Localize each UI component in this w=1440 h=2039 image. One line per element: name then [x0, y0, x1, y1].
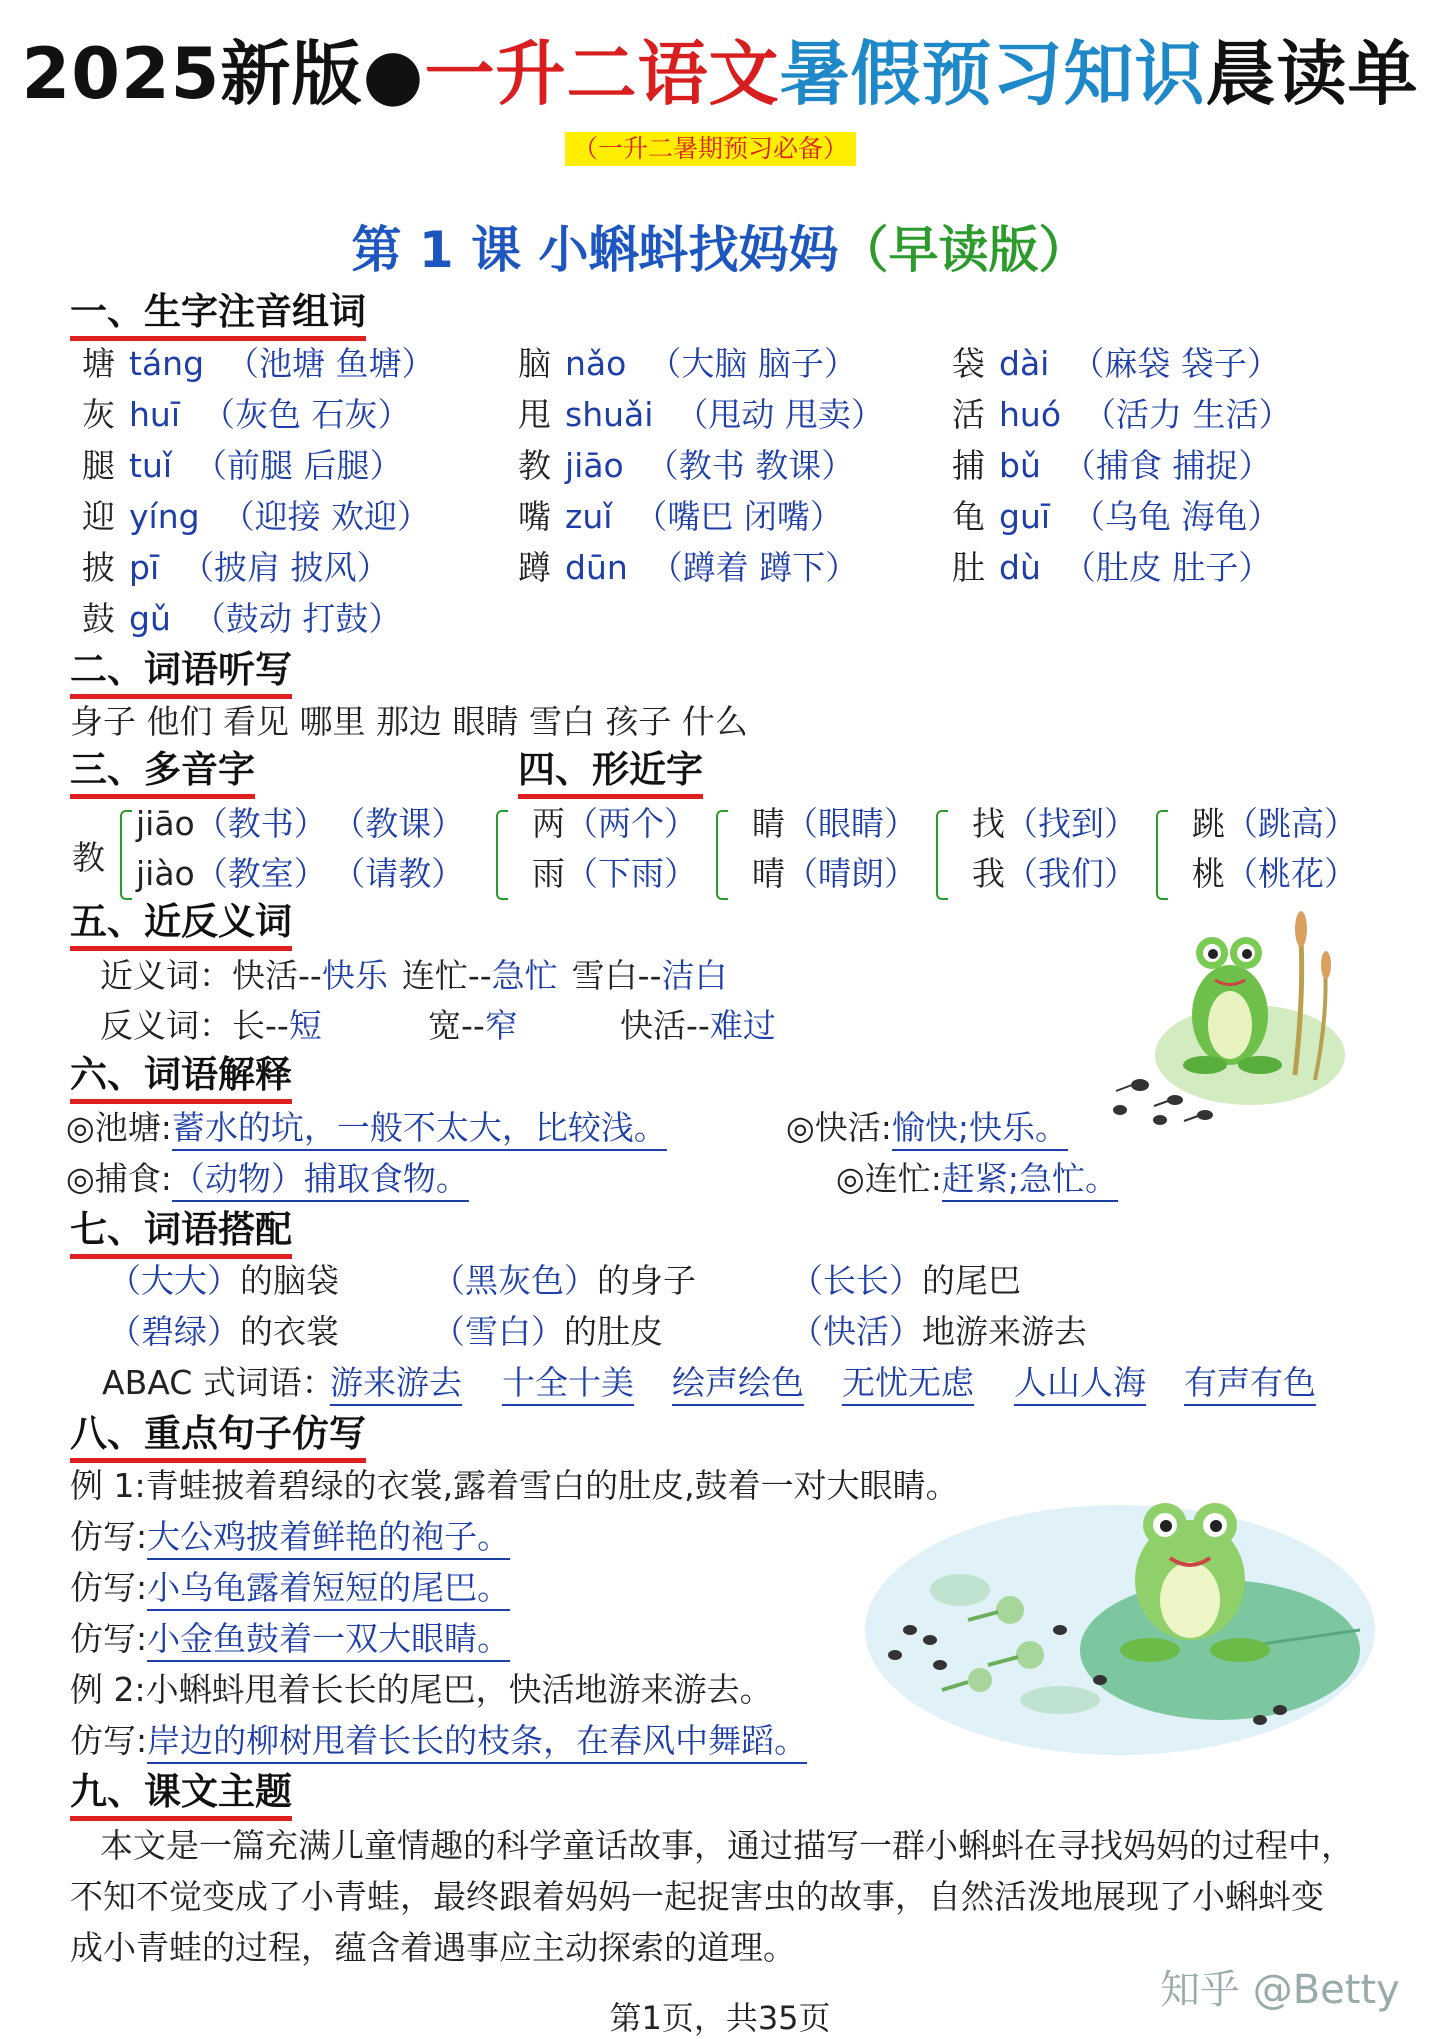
char-words: （池塘 鱼塘）: [226, 344, 435, 383]
subtitle-badge: （一升二暑期预习必备）: [565, 132, 856, 166]
char-words: （捕食 捕捉）: [1062, 446, 1272, 485]
imitation-3: [70, 1617, 510, 1661]
char-entry: [952, 495, 1281, 539]
abac-row: [102, 1361, 335, 1405]
collocation-noun: 的肚皮: [564, 1312, 663, 1351]
explain-1-value: 蓄水的坑，一般不太大，比较浅。: [172, 1108, 667, 1151]
page-number: 第1页，共35页: [609, 1999, 831, 2037]
collocation-entry: [108, 1259, 339, 1303]
ant-1-match: 短: [288, 1006, 322, 1045]
theme-line-1: 本文是一篇充满儿童情趣的科学童话故事，通过描写一群小蝌蚪在寻找妈妈的过程中，: [100, 1826, 1354, 1865]
similar-char: 我: [972, 854, 1005, 893]
syn-3-word: 雪白--: [571, 956, 662, 995]
similar-entry: [972, 802, 1137, 846]
page-title: [0, 18, 1440, 119]
char-words: （乌龟 海龟）: [1072, 497, 1281, 536]
char: 活: [952, 395, 985, 434]
imitation-1: [70, 1515, 510, 1559]
ant-2-word: 宽--: [428, 1006, 485, 1045]
char: 龟: [952, 497, 985, 536]
char-entry: [518, 393, 884, 437]
imitation-3-label: 仿写:: [70, 1619, 148, 1658]
section-8-heading: 八、重点句子仿写: [70, 1412, 366, 1463]
char-pinyin: huī: [129, 395, 180, 434]
char-pinyin: nǎo: [565, 344, 627, 383]
watermark: 知乎 @Betty: [1160, 1967, 1400, 2013]
char: 甩: [518, 395, 551, 434]
similar-word: （两个）: [565, 804, 697, 843]
char-entry: [518, 444, 854, 488]
char-entry: [952, 393, 1292, 437]
polyphone-word-2b: （请教）: [348, 854, 465, 893]
similar-char: 晴: [752, 854, 785, 893]
dictation-words: 身子 他们 看见 哪里 那边 眼睛 雪白 孩子 什么: [70, 702, 748, 741]
collocation-entry: [108, 1310, 339, 1354]
title-year: 2025新版●: [21, 33, 425, 115]
abac-word: [1014, 1361, 1146, 1405]
abac-word-text: 有声有色: [1184, 1363, 1316, 1406]
char-pinyin: huó: [999, 395, 1062, 434]
explain-4: [836, 1157, 1118, 1201]
similar-char: 桃: [1192, 854, 1225, 893]
char: 蹲: [518, 548, 551, 587]
frog-illustration-1: [1100, 905, 1380, 1135]
collocation-fill: （碧绿）: [108, 1312, 240, 1351]
char-pinyin: pī: [129, 548, 160, 587]
char-pinyin: gǔ: [129, 599, 171, 638]
lesson-name: 第 1 课 小蝌蚪找妈妈: [351, 221, 839, 279]
char-entry: [82, 495, 430, 539]
antonym-2: [428, 1004, 518, 1048]
similar-entry: [752, 852, 917, 896]
char: 捕: [952, 446, 985, 485]
char-entry: [82, 444, 403, 488]
ant-1-word: 长--: [232, 1006, 289, 1045]
section-6-heading: 六、词语解释: [70, 1053, 292, 1104]
char-words: （教书 教课）: [645, 446, 855, 485]
antonyms-row: [100, 1004, 322, 1048]
similar-word: （找到）: [1005, 804, 1137, 843]
char-entry: [518, 495, 843, 539]
section-7-heading: 七、词语搭配: [70, 1208, 292, 1259]
char-pinyin: jiāo: [565, 446, 624, 485]
explain-3-key: ◎捕食:: [66, 1159, 172, 1198]
char-pinyin: táng: [129, 344, 205, 383]
abac-word-text: 无忧无虑: [842, 1363, 974, 1406]
collocation-noun: 的身子: [597, 1261, 696, 1300]
section-1-heading: 一、生字注音组词: [70, 290, 366, 341]
char: 肚: [952, 548, 985, 587]
abac-word: [1184, 1361, 1316, 1405]
char-words: （灰色 石灰）: [202, 395, 411, 434]
synonyms-label: 近义词：: [100, 956, 232, 995]
similar-word: （我们）: [1005, 854, 1137, 893]
polyphone-brace: [120, 810, 132, 900]
char-words: （肚皮 肚子）: [1062, 548, 1272, 587]
title-grade: 一升二语文: [424, 33, 780, 115]
polyphone-pinyin-1: jiāo: [136, 804, 195, 843]
char-entry: [82, 546, 390, 590]
explain-3: [66, 1157, 469, 1201]
polyphone-pinyin-2: jiào: [136, 854, 195, 893]
char: 脑: [518, 344, 551, 383]
polyphone-word-2a: （教室）: [194, 854, 327, 893]
char: 嘴: [518, 497, 551, 536]
char-words: （嘴巴 闭嘴）: [634, 497, 843, 536]
char-entry: [82, 342, 435, 386]
polyphone-char: 教: [72, 838, 105, 877]
char-pinyin: yíng: [129, 497, 200, 536]
char-entry: [952, 444, 1271, 488]
similar-word: （下雨）: [565, 854, 697, 893]
syn-2-word: 连忙--: [401, 956, 492, 995]
char-pinyin: dài: [999, 344, 1050, 383]
collocation-noun: 的脑袋: [240, 1261, 339, 1300]
char-pinyin: dūn: [565, 548, 628, 587]
char-words: （活力 生活）: [1083, 395, 1292, 434]
explain-1: [66, 1106, 667, 1150]
similar-entry: [1192, 802, 1357, 846]
abac-word: [330, 1361, 462, 1405]
similar-entry: [1192, 852, 1357, 896]
explain-4-value: 赶紧;急忙。: [942, 1159, 1118, 1202]
char: 迎: [82, 497, 115, 536]
polyphone-row-1: [136, 802, 464, 846]
theme-line-2: 不知不觉变成了小青蛙，最终跟着妈妈一起捉害虫的故事，自然活泼地展现了小蝌蚪变: [70, 1877, 1324, 1916]
collocation-fill: （黑灰色）: [432, 1261, 597, 1300]
char-entry: [518, 546, 858, 590]
explain-2-key: ◎快活:: [786, 1108, 892, 1147]
char-entry: [952, 342, 1280, 386]
similar-entry: [972, 852, 1137, 896]
imitation-3-text: 小金鱼鼓着一双大眼睛。: [147, 1619, 510, 1662]
collocation-fill: （大大）: [108, 1261, 240, 1300]
abac-word: [502, 1361, 634, 1405]
syn-3-match: 洁白: [661, 956, 728, 995]
similar-entry: [532, 802, 697, 846]
syn-1-word: 快活--: [232, 956, 322, 995]
collocation-entry: [432, 1310, 663, 1354]
example-2: 例 2:小蝌蚪甩着长长的尾巴，快活地游来游去。: [70, 1670, 773, 1709]
explain-3-value: （动物）捕取食物。: [172, 1159, 469, 1202]
abac-word-text: 十全十美: [502, 1363, 634, 1406]
explain-1-key: ◎池塘:: [66, 1108, 172, 1147]
imitation-1-text: 大公鸡披着鲜艳的袍子。: [147, 1517, 510, 1560]
char: 披: [82, 548, 115, 587]
lesson-title: [0, 210, 1440, 282]
char-pinyin: tuǐ: [129, 446, 173, 485]
similar-brace: [716, 810, 728, 900]
ant-3-match: 难过: [709, 1006, 776, 1045]
abac-word-text: 绘声绘色: [672, 1363, 804, 1406]
abac-word-text: 人山人海: [1014, 1363, 1146, 1406]
char-entry: [952, 546, 1271, 590]
synonyms-row: [100, 954, 727, 998]
similar-char: 跳: [1192, 804, 1225, 843]
antonyms-label: 反义词：: [100, 1006, 232, 1045]
char-entry: [82, 597, 401, 641]
title-topic: 暑假预习知识: [779, 33, 1206, 115]
imitation-4: [70, 1719, 807, 1763]
abac-word: [672, 1361, 804, 1405]
char: 教: [518, 446, 551, 485]
similar-char: 找: [972, 804, 1005, 843]
section-9-heading: 九、课文主题: [70, 1770, 292, 1821]
char-words: （前腿 后腿）: [194, 446, 403, 485]
char-words: （麻袋 袋子）: [1071, 344, 1280, 383]
collocation-fill: （长长）: [790, 1261, 922, 1300]
antonym-3: [620, 1004, 776, 1048]
char: 腿: [82, 446, 115, 485]
collocation-fill: （雪白）: [432, 1312, 564, 1351]
char: 袋: [952, 344, 985, 383]
char: 灰: [82, 395, 115, 434]
section-2-heading: 二、词语听写: [70, 648, 292, 699]
similar-brace: [936, 810, 948, 900]
imitation-2: [70, 1566, 510, 1610]
char-pinyin: zuǐ: [565, 497, 613, 536]
lesson-edition: （早读版）: [838, 221, 1089, 279]
collocation-fill: （快活）: [790, 1312, 922, 1351]
imitation-4-label: 仿写:: [70, 1721, 148, 1760]
ant-3-word: 快活--: [620, 1006, 710, 1045]
similar-char: 两: [532, 804, 565, 843]
explain-2: [786, 1106, 1068, 1150]
imitation-4-text: 岸边的柳树甩着长长的枝条，在春风中舞蹈。: [147, 1721, 807, 1764]
char-entry: [518, 342, 857, 386]
ant-2-match: 窄: [484, 1006, 518, 1045]
char-pinyin: bǔ: [999, 446, 1041, 485]
syn-2-match: 急忙: [491, 956, 558, 995]
char-entry: [82, 393, 411, 437]
char-words: （鼓动 打鼓）: [192, 599, 402, 638]
collocation-entry: [790, 1259, 1021, 1303]
polyphone-row-2: [136, 852, 464, 896]
abac-label: ABAC 式词语：: [102, 1363, 335, 1402]
collocation-noun: 的尾巴: [922, 1261, 1021, 1300]
similar-char: 睛: [752, 804, 785, 843]
section-5-heading: 五、近反义词: [70, 900, 292, 951]
similar-entry: [532, 852, 697, 896]
explain-4-key: ◎连忙:: [836, 1159, 942, 1198]
imitation-2-text: 小乌龟露着短短的尾巴。: [147, 1568, 510, 1611]
explain-2-value: 愉快;快乐。: [892, 1108, 1068, 1151]
char-pinyin: dù: [999, 548, 1041, 587]
frog-on-lilypad-illustration: [860, 1480, 1380, 1760]
char-words: （甩动 甩卖）: [675, 395, 884, 434]
char: 鼓: [82, 599, 115, 638]
char-pinyin: guī: [999, 497, 1051, 536]
abac-word: [842, 1361, 974, 1405]
imitation-2-label: 仿写:: [70, 1568, 148, 1607]
imitation-1-label: 仿写:: [70, 1517, 148, 1556]
similar-word: （眼睛）: [785, 804, 917, 843]
similar-brace: [496, 810, 508, 900]
char-words: （蹲着 蹲下）: [649, 548, 859, 587]
similar-entry: [752, 802, 917, 846]
section-4-heading: 四、形近字: [518, 748, 703, 799]
title-type: 晨读单: [1205, 33, 1419, 115]
similar-brace: [1156, 810, 1168, 900]
char: 塘: [82, 344, 115, 383]
collocation-noun: 的衣裳: [240, 1312, 339, 1351]
collocation-entry: [790, 1310, 1087, 1354]
example-1: 例 1:青蛙披着碧绿的衣裳,露着雪白的肚皮,鼓着一对大眼睛。: [70, 1466, 959, 1505]
similar-word: （桃花）: [1225, 854, 1357, 893]
section-3-heading: 三、多音字: [70, 748, 255, 799]
char-pinyin: shuǎi: [565, 395, 654, 434]
abac-word-text: 游来游去: [330, 1363, 462, 1406]
char-words: （大脑 脑子）: [648, 344, 857, 383]
polyphone-word-1b: （教课）: [348, 804, 465, 843]
char-words: （披肩 披风）: [181, 548, 390, 587]
similar-char: 雨: [532, 854, 565, 893]
char-words: （迎接 欢迎）: [221, 497, 431, 536]
collocation-entry: [432, 1259, 696, 1303]
syn-1-match: 快乐: [321, 956, 388, 995]
theme-line-3: 成小青蛙的过程，蕴含着遇事应主动探索的道理。: [70, 1928, 796, 1967]
similar-word: （跳高）: [1225, 804, 1357, 843]
polyphone-word-1a: （教书）: [194, 804, 327, 843]
similar-word: （晴朗）: [785, 854, 917, 893]
collocation-noun: 地游来游去: [922, 1312, 1087, 1351]
